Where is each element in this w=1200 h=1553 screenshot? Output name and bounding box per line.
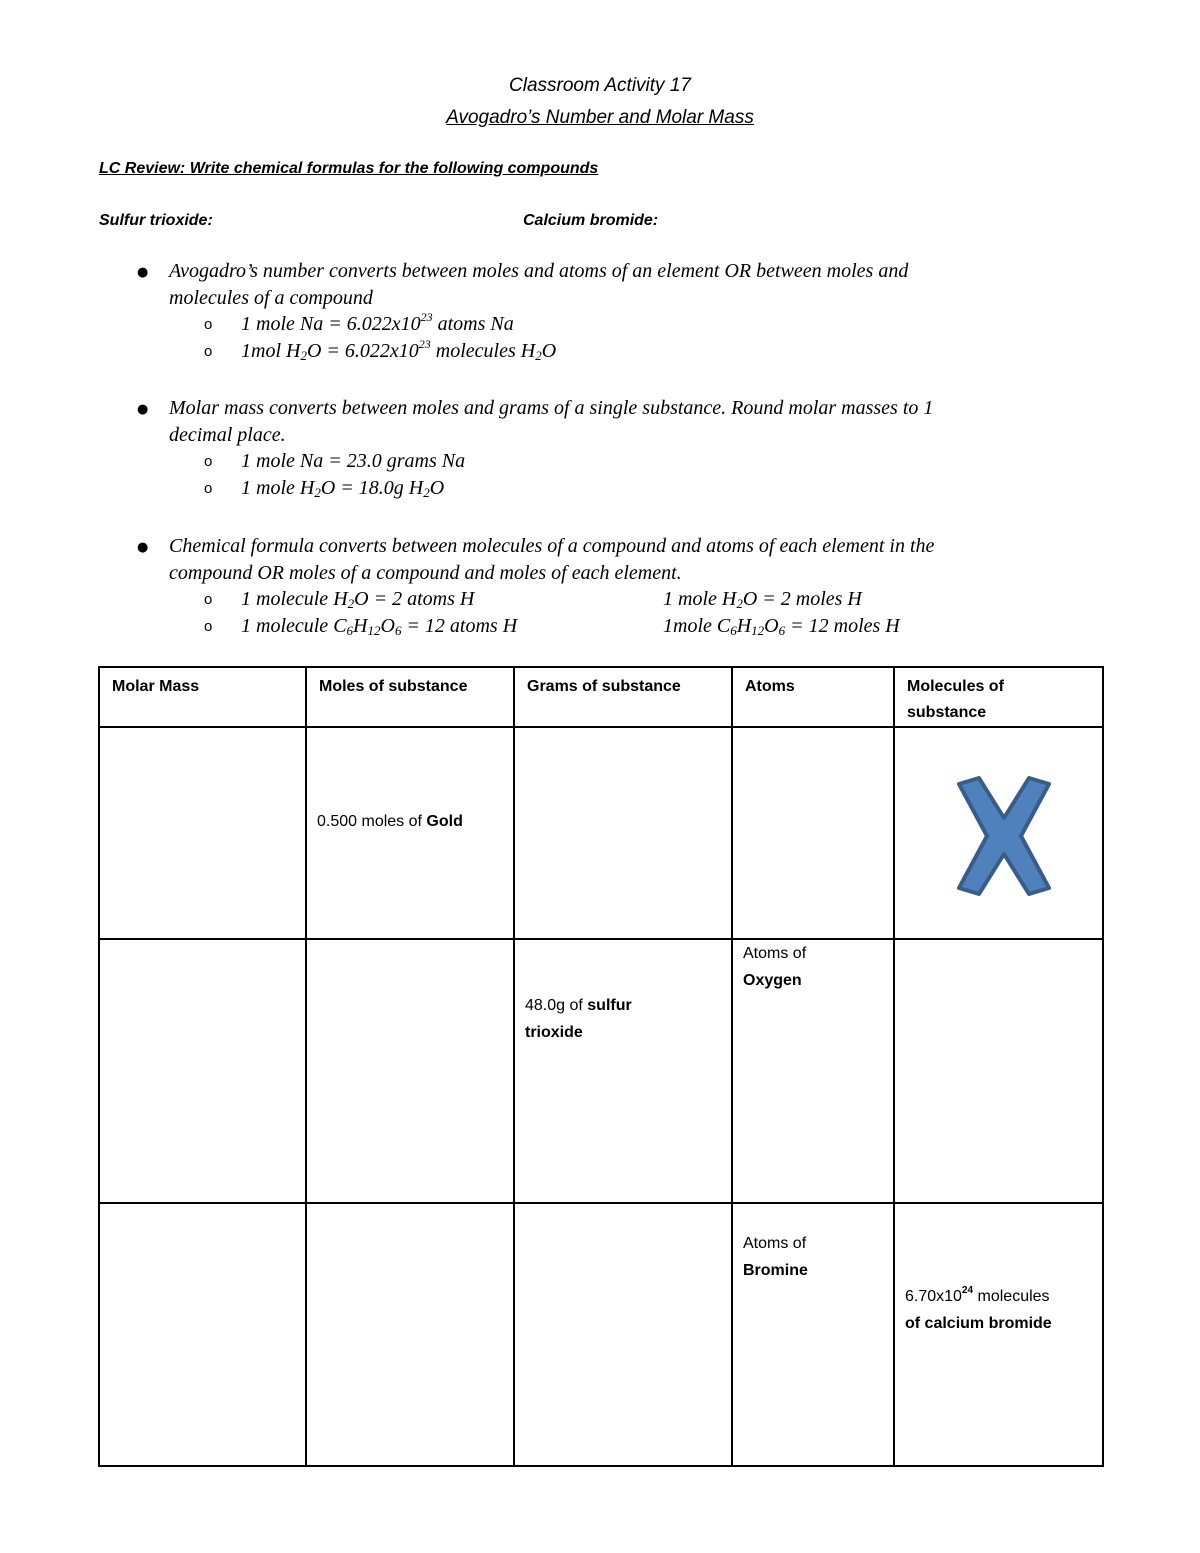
bullet-icon: ● <box>137 402 149 417</box>
sub-bullet-marker: o <box>204 618 213 635</box>
bullet-icon: ● <box>137 265 149 280</box>
header-label: Molecules of substance <box>907 678 1004 721</box>
sub-item-mole-h2o-moles: 1 mole $H_2O = 2$ moles H <box>663 588 862 611</box>
table-cell-answer[interactable] <box>306 1203 514 1466</box>
header-cell-grams <box>514 667 732 727</box>
review-item-sulfur-trioxide: Sulfur trioxide: <box>99 212 213 229</box>
header-cell-moles <box>306 667 514 727</box>
table-cell-answer[interactable] <box>514 1203 732 1466</box>
header-label: Molar Mass <box>112 678 200 695</box>
header-label: Grams of substance <box>527 678 681 695</box>
sub-item-molecule-h2o-atoms: 1 molecule $H_2O = 2$ atoms H <box>241 588 475 611</box>
sub-item-mol-h2o-molecules: 1mol $H_2O = 6.022x10^{23}$ molecules $H_2O$ <box>241 337 557 363</box>
given-moles-gold: 0.500 moles of Gold <box>317 813 463 830</box>
table-row <box>99 1203 1103 1466</box>
table-header-row <box>99 667 1103 727</box>
atoms-of-bromine-label: Atoms of Bromine <box>743 1235 808 1279</box>
given-molecules-calcium-bromide: $6.70x10^{24}$ molecules of calcium bromide <box>905 1285 1052 1332</box>
given-grams-sulfur-trioxide: 48.0g of sulfur trioxide <box>525 997 632 1041</box>
review-item-calcium-bromide: Calcium bromide: <box>523 212 659 229</box>
page-subtitle: Avogadro’s Number and Molar Mass <box>446 107 754 128</box>
bullet-icon: ● <box>137 540 149 555</box>
table-cell-target[interactable] <box>732 1203 894 1466</box>
bullet-2-line-2: decimal place. <box>169 424 286 446</box>
lc-review-heading: LC Review: Write chemical formulas for the following compounds <box>99 160 599 177</box>
table-cell-answer[interactable] <box>514 727 732 939</box>
header-cell-molar-mass <box>99 667 306 727</box>
header-label: Moles of substance <box>319 678 468 695</box>
table-cell-given <box>514 939 732 1203</box>
table-cell-answer[interactable] <box>732 727 894 939</box>
header-cell-atoms <box>732 667 894 727</box>
table-cell-answer[interactable] <box>99 727 306 939</box>
sub-bullet-marker: o <box>204 480 213 497</box>
header-label: Atoms <box>745 678 795 695</box>
conversion-table <box>98 666 1104 1467</box>
header-cell-molecules <box>894 667 1103 727</box>
table-cell-target[interactable] <box>732 939 894 1203</box>
table-row <box>99 939 1103 1203</box>
sub-item-mole-na-grams: 1 mole Na = 23.0 grams Na <box>241 450 466 472</box>
sub-item-mole-na-atoms: 1 mole $Na = 6.022x10^{23}$ atoms Na <box>241 310 514 335</box>
sub-bullet-marker: o <box>204 343 213 360</box>
x-mark-icon <box>957 776 1051 896</box>
page-title: Classroom Activity 17 <box>509 75 691 96</box>
sub-bullet-marker: o <box>204 591 213 608</box>
table-cell-given <box>306 727 514 939</box>
table-cell-answer[interactable] <box>306 939 514 1203</box>
sub-item-mole-h2o-grams: 1 mole $H_2O = 18.0g$ $H_2O$ <box>241 477 445 500</box>
sub-bullet-marker: o <box>204 316 213 333</box>
bullet-3-line-1: Chemical formula converts between molecules of a compound and atoms of each element in the <box>169 535 935 557</box>
bullet-1-line-1: Avogadro’s number converts between moles and atoms of an element OR between moles and <box>169 260 909 282</box>
table-row <box>99 727 1103 939</box>
table-cell-answer[interactable] <box>894 939 1103 1203</box>
atoms-of-oxygen-label: Atoms of Oxygen <box>743 945 807 989</box>
table-cell-given <box>894 1203 1103 1466</box>
sub-item-molecule-glucose-atoms: 1 molecule $C_6H_{12}O_6 = 12$ atoms H <box>241 615 518 638</box>
bullet-3-line-2: compound OR moles of a compound and moles of each element. <box>169 562 682 584</box>
sub-item-mole-glucose-moles: 1mole $C_6H_{12}O_6 = 12$ moles H <box>663 615 900 638</box>
sub-bullet-marker: o <box>204 453 213 470</box>
table-cell-answer[interactable] <box>99 939 306 1203</box>
table-cell-crossed-out <box>894 727 1103 939</box>
bullet-1-line-2: molecules of a compound <box>169 287 373 309</box>
table-cell-answer[interactable] <box>99 1203 306 1466</box>
bullet-2-line-1: Molar mass converts between moles and grams of a single substance. Round molar masses to 1 <box>169 397 934 419</box>
